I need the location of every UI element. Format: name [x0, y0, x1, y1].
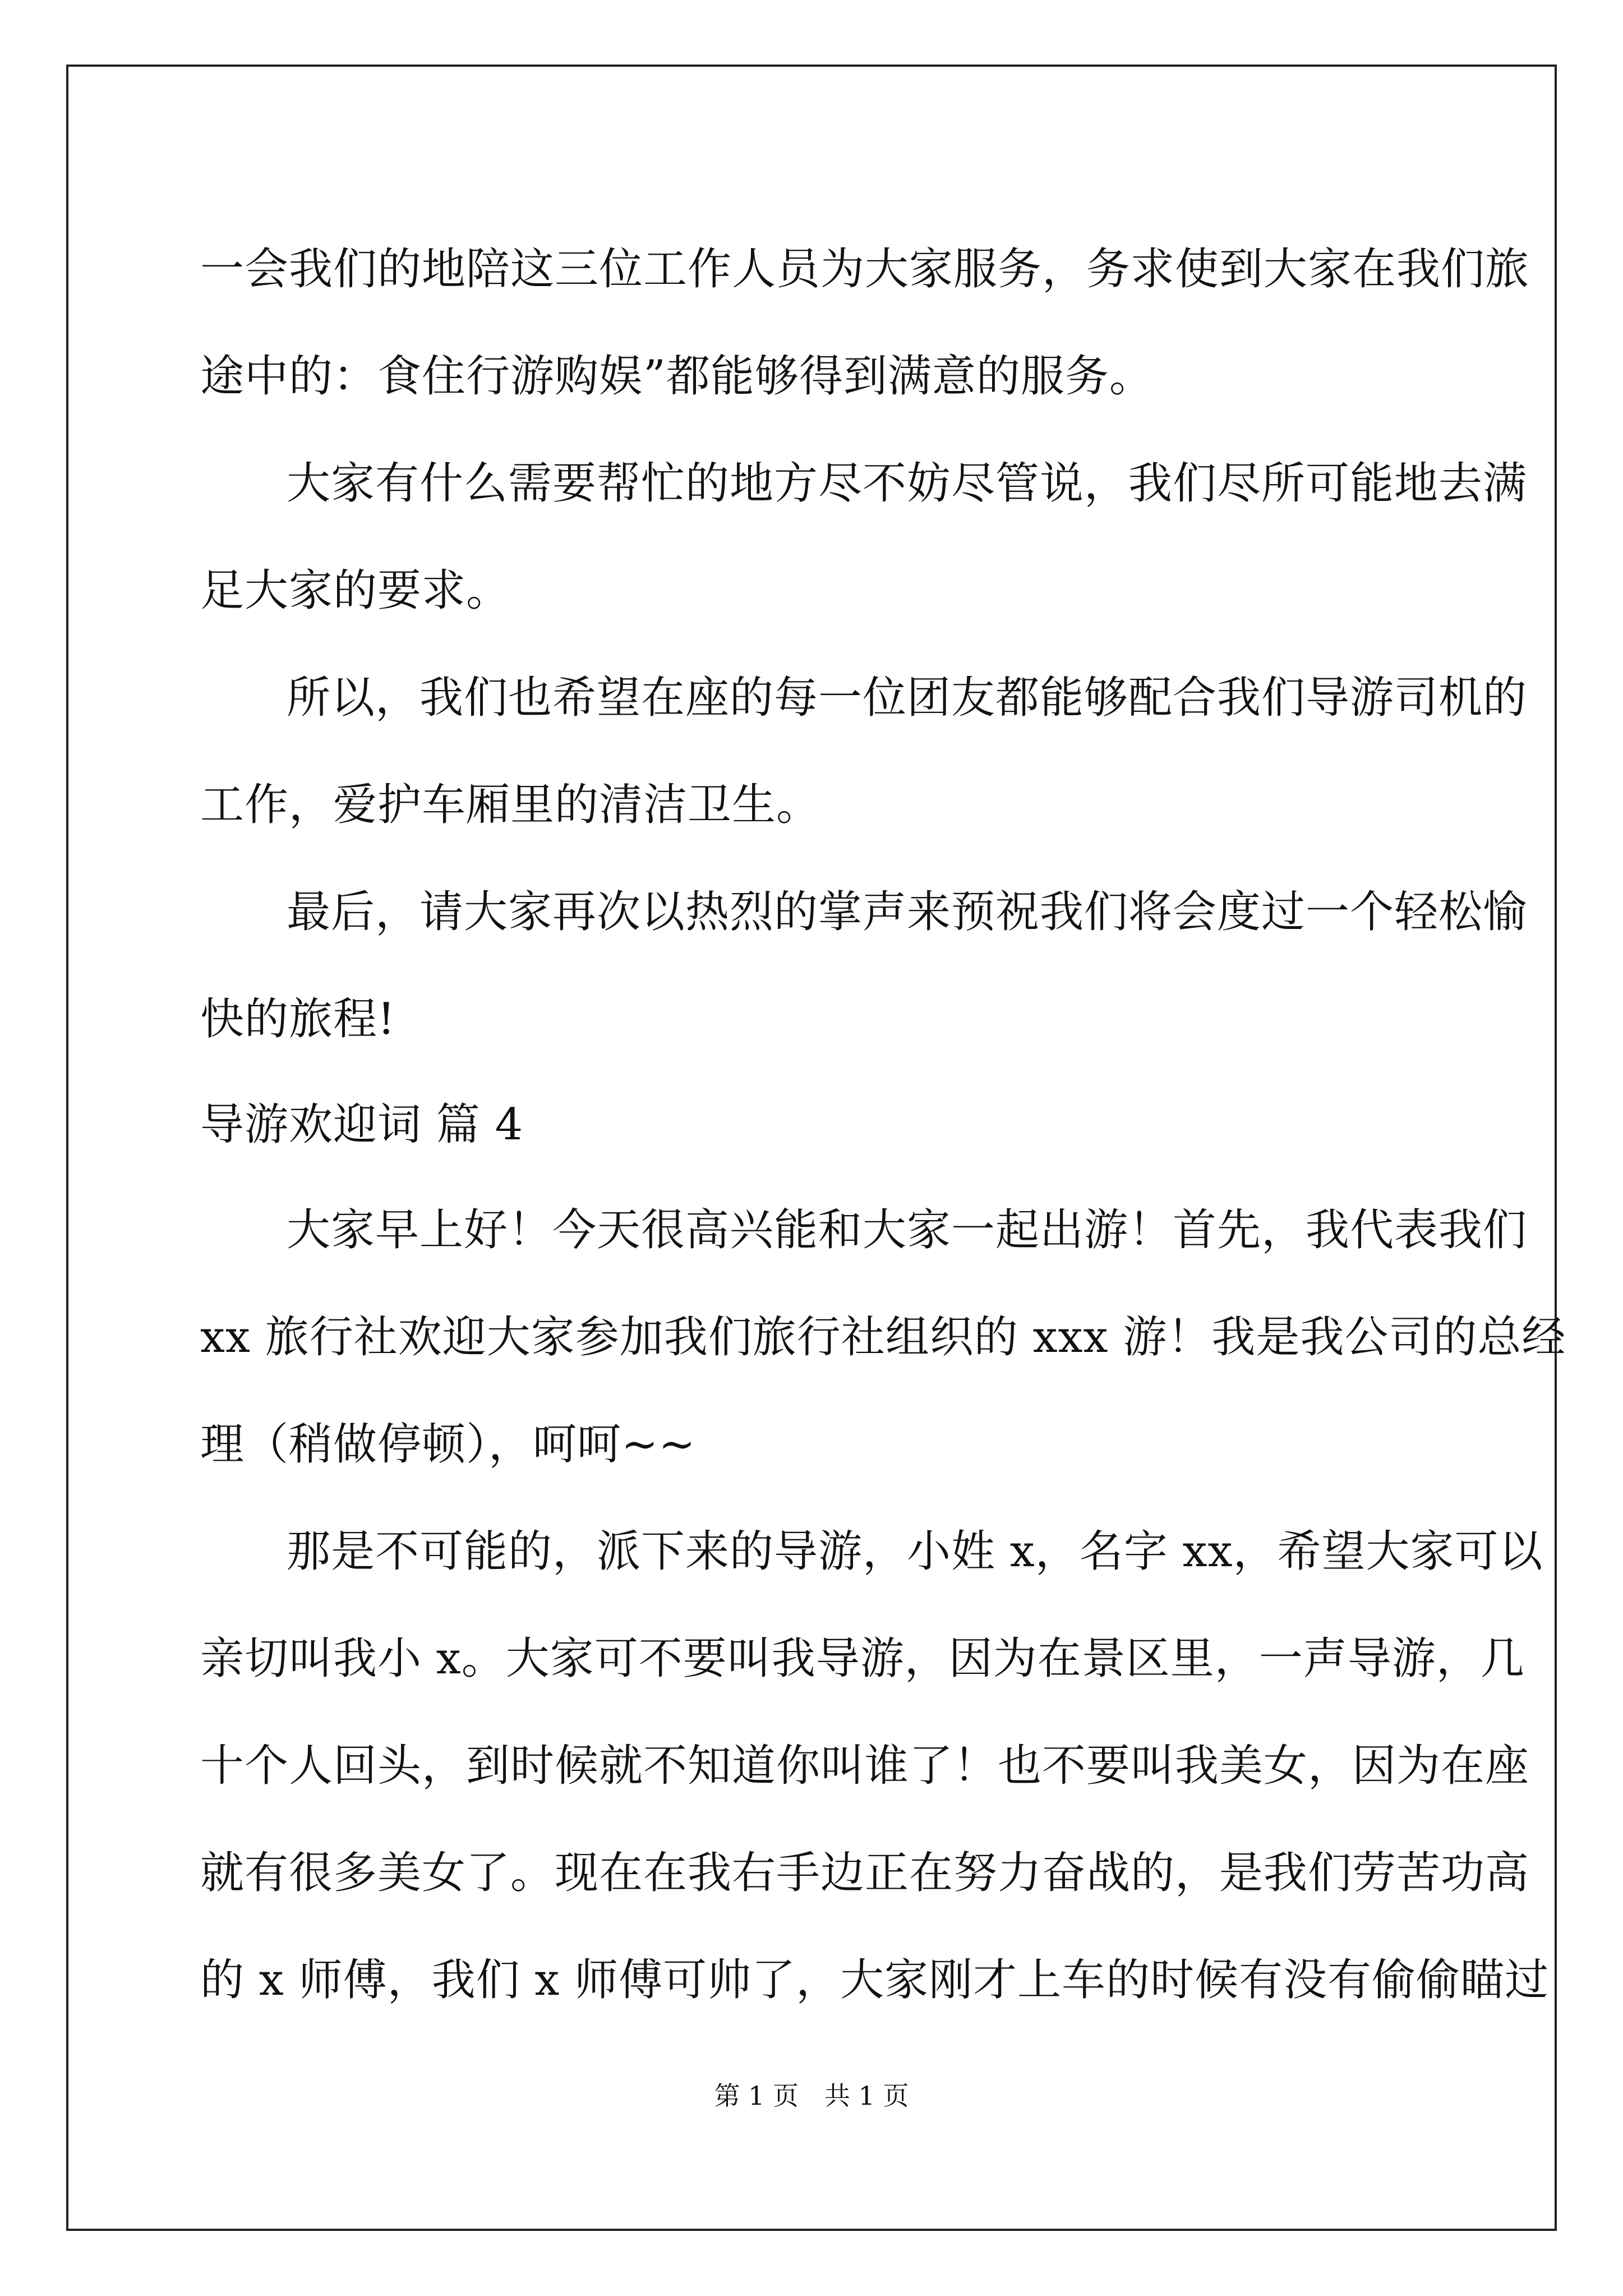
- text-line: 快的旅程!: [200, 994, 396, 1045]
- text-line: 的 x 师傅，我们 x 师傅可帅了，大家刚才上车的时候有没有偷偷瞄过: [200, 1955, 1550, 2005]
- text-line: 亲切叫我小 x。大家可不要叫我导游，因为在景区里，一声导游，几: [200, 1634, 1525, 1684]
- document-body: [200, 216, 1566, 2034]
- text-line: 那是不可能的，派下来的导游，小姓 x，名字 xx，希望大家可以: [287, 1526, 1543, 1577]
- text-line: xx 旅行社欢迎大家参加我们旅行社组织的 xxx 游！我是我公司的总经: [200, 1312, 1566, 1363]
- section-heading: 导游欢迎词 篇 4: [200, 1099, 524, 1150]
- text-line: 十个人回头，到时候就不知道你叫谁了！也不要叫我美女，因为在座: [200, 1741, 1530, 1791]
- text-line: 大家早上好！今天很高兴能和大家一起出游！首先，我代表我们: [287, 1205, 1528, 1255]
- text-line: 途中的：食住行游购娱”都能够得到满意的服务。: [200, 351, 1154, 402]
- text-line: 所以，我们也希望在座的每一位团友都能够配合我们导游司机的: [287, 673, 1528, 723]
- text-line: 足大家的要求。: [200, 565, 511, 616]
- text-line: 大家有什么需要帮忙的地方尽不妨尽管说，我们尽所可能地去满: [287, 458, 1528, 509]
- page-number-footer: 第 1 页 共 1 页: [714, 2081, 909, 2111]
- text-line: 最后，请大家再次以热烈的掌声来预祝我们将会度过一个轻松愉: [287, 887, 1528, 937]
- text-line: 工作，爱护车厢里的清洁卫生。: [200, 780, 821, 830]
- text-line: 理（稍做停顿），呵呵~~: [200, 1419, 696, 1470]
- text-line: 一会我们的地陪这三位工作人员为大家服务，务求使到大家在我们旅: [200, 244, 1530, 295]
- text-line: 就有很多美女了。现在在我右手边正在努力奋战的，是我们劳苦功高: [200, 1848, 1530, 1898]
